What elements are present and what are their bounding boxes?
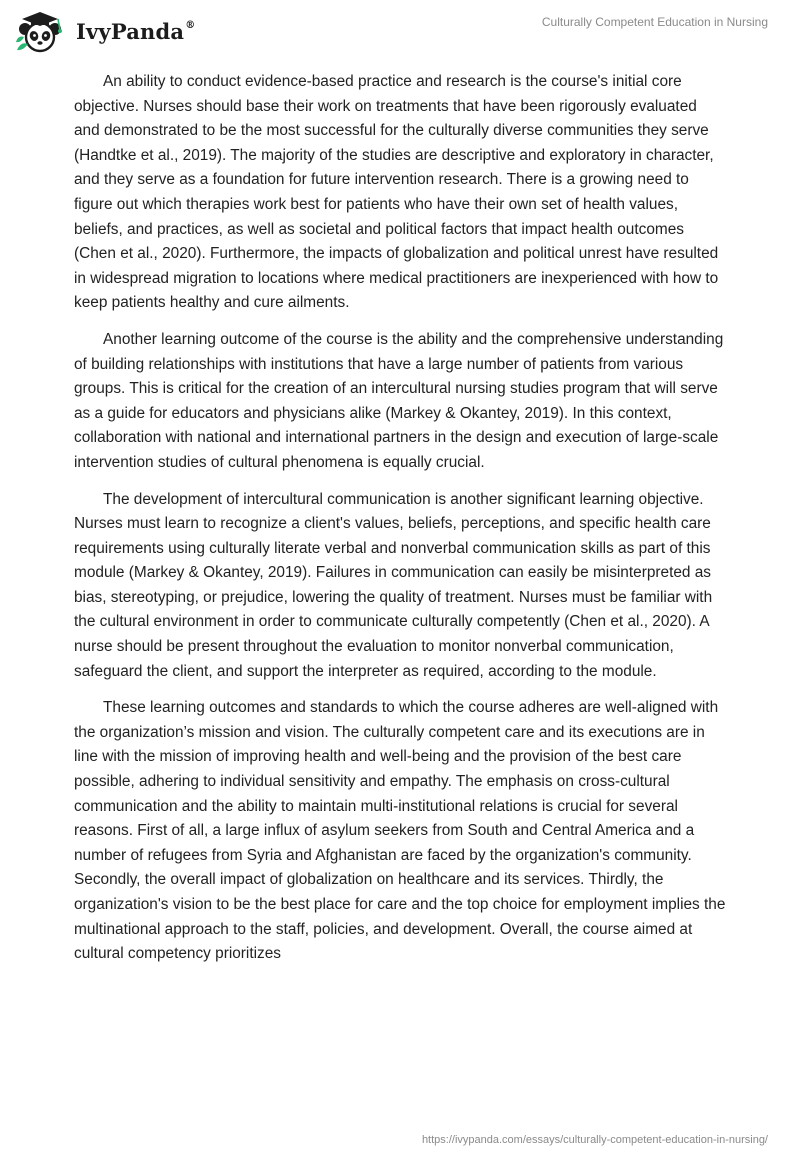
page-header [0, 0, 800, 62]
registered-mark: ® [185, 19, 196, 31]
source-url-link[interactable]: https://ivypanda.com/essays/culturally-competent-education-in-nursing/ [421, 1134, 768, 1146]
brand-logo[interactable] [14, 10, 195, 54]
paragraph-4: These learning outcomes and standards to which the course adheres are well-aligned with the organization’s mission and vision. The culturally competent care and its executions are in line with the mission of improving health and well-being and the provision of the best care possible, adhering to individual sensitivity and empathy. The emphasis on cross-cultural communication and the ability to maintain multi-institutional relations is crucial for several reasons. First of all, a large influx of asylum seekers from South and Central America and a number of refugees from Syria and Afghanistan are faced by the organization's community. Secondly, the overall impact of globalization on healthcare and its services. Thirdly, the organization's vision to be the best place for care and the top choice for employment implies the multinational approach to the staff, policies, and development. Overall, the course aimed at cultural competency prioritizes [74, 699, 726, 963]
brand-name: IvyPanda® [76, 18, 196, 44]
panda-graduate-icon [14, 10, 70, 54]
essay-body [74, 70, 726, 979]
document-title: Culturally Competent Education in Nursing [541, 15, 768, 29]
paragraph-3: The development of intercultural communication is another significant learning objective. Nurses must learn to recognize a client's values, beliefs, perceptions, and specific health care requirements using culturally literate verbal and nonverbal communication skills as part of this module (Markey & Okantey, 2019). Failures in communication can easily be misinterpreted as bias, stereotyping, or prejudice, lowering the quality of treatment. Nurses must be familiar with the cultural environment in order to communicate culturally competently (Chen et al., 2020). A nurse should be present throughout the evaluation to monitor nonverbal communication, safeguard the client, and support the interpreter as required, according to the module. [74, 490, 713, 680]
paragraph-2: Another learning outcome of the course is the ability and the comprehensive understanding of building relationships with institutions that have a large number of patients from various groups. This is critical for the creation of an intercultural nursing studies program that will serve as a guide for educators and physicians alike (Markey & Okantey, 2019). In this context, collaboration with national and international partners in the design and execution of large-scale intervention studies of cultural phenomena is equally crucial. [74, 330, 724, 471]
paragraph-1: An ability to conduct evidence-based practice and research is the course's initial core objective. Nurses should base their work on treatments that have been rigorously evaluated and demonstrated to be the most successful for the culturally diverse communities they serve (Handtke et al., 2019). The majority of the studies are descriptive and exploratory in character, and they serve as a foundation for future intervention research. There is a growing need to figure out which therapies work best for patients who have their own set of health values, beliefs, and practices, as well as societal and political factors that impact health outcomes (Chen et al., 2020). Furthermore, the impacts of globalization and political unrest have resulted in widespread migration to locations where medical practitioners are inexperienced with how to keep patients healthy and cure ailments. [74, 73, 719, 312]
